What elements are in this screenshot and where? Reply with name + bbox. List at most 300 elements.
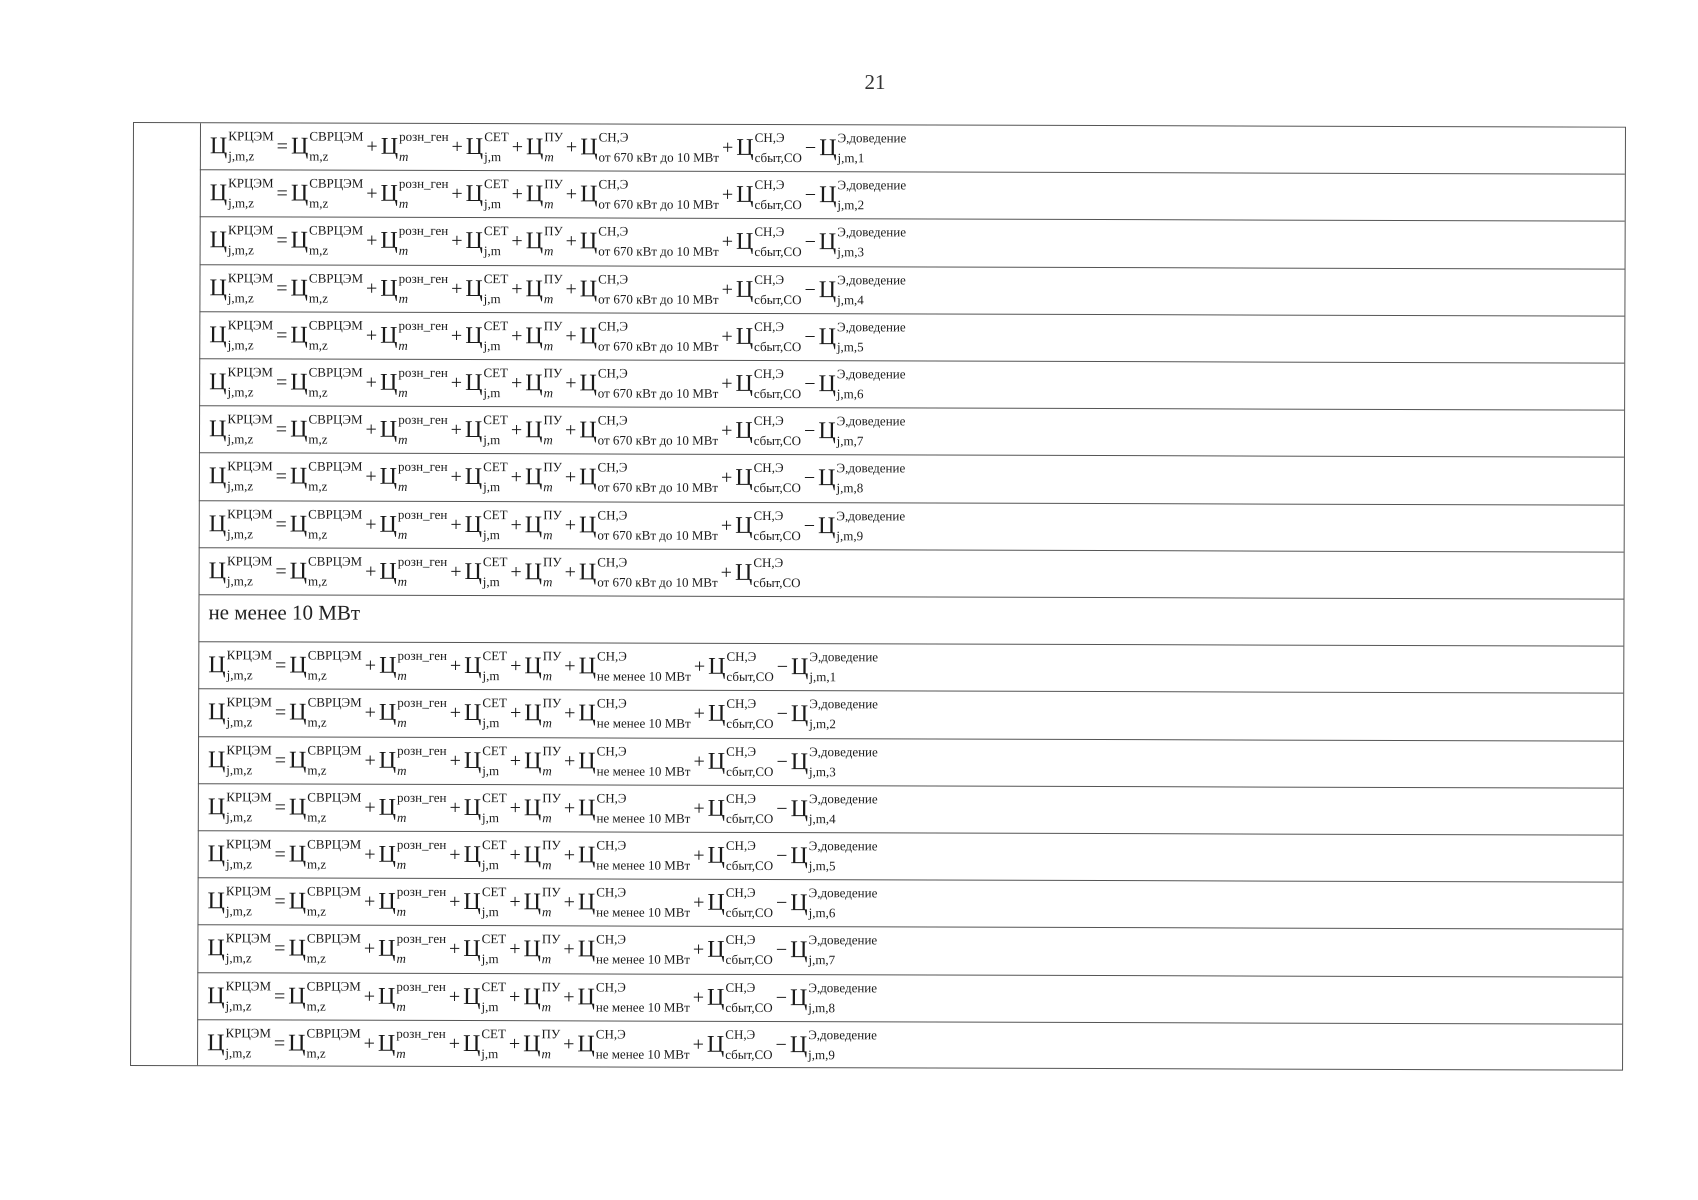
plus-sign: + xyxy=(449,844,461,867)
plus-sign: + xyxy=(693,892,705,915)
term-sn-sub: не менее 10 МВт xyxy=(596,857,691,873)
term-set-base: Ц xyxy=(463,794,482,821)
equals-sign: = xyxy=(274,890,286,913)
plus-sign: + xyxy=(449,702,462,725)
term-sn-sub: от 670 кВт до 10 МВт xyxy=(597,432,719,449)
term-rozn-gen xyxy=(380,319,448,353)
term-sbyt-base: Ц xyxy=(706,1032,725,1059)
term-dovedenie-base: Ц xyxy=(818,418,836,445)
term-svrcem-sub: m,z xyxy=(307,856,327,872)
equals-sign: = xyxy=(275,465,287,488)
term-set-base: Ц xyxy=(463,747,482,774)
term-rozn-gen-sup: розн_ген xyxy=(396,836,447,853)
term-sn-sub: от 670 кВт до 10 МВт xyxy=(598,196,719,213)
term-svrcem-base: Ц xyxy=(289,747,307,774)
table-row xyxy=(199,359,1624,411)
term-lhs-sup: КРЦЭМ xyxy=(228,175,274,191)
term-sbyt-sub: сбыт,СО xyxy=(725,810,774,826)
term-lhs xyxy=(210,177,274,211)
term-pu-sup: ПУ xyxy=(541,884,561,900)
term-sn xyxy=(580,130,719,164)
plus-sign: + xyxy=(450,466,462,489)
term-pu-base: Ц xyxy=(523,1031,541,1058)
term-pu-sup: ПУ xyxy=(544,129,564,145)
term-sbyt-sup: СН,Э xyxy=(725,837,756,854)
term-svrcem-sup: СВРЦЭМ xyxy=(306,883,362,900)
plus-sign: + xyxy=(450,560,462,583)
term-svrcem-sub: m,z xyxy=(308,337,328,353)
term-rozn-gen-sub: m xyxy=(397,479,408,495)
term-sn-sup: СН,Э xyxy=(596,931,627,948)
formula xyxy=(209,507,905,543)
plus-sign: + xyxy=(509,797,521,820)
formula xyxy=(210,224,906,260)
plus-sign: + xyxy=(365,560,377,583)
term-sn-sub: не менее 10 МВт xyxy=(596,810,691,826)
plus-sign: + xyxy=(720,561,733,584)
term-svrcem-base: Ц xyxy=(288,935,306,963)
term-sn xyxy=(579,508,718,542)
term-dovedenie-sub: j,m,2 xyxy=(837,197,865,213)
term-set-sub: j,m xyxy=(481,951,499,967)
term-rozn-gen-base: Ц xyxy=(378,794,397,821)
term-set xyxy=(464,838,507,872)
term-dovedenie xyxy=(790,839,877,873)
term-set-sub: j,m xyxy=(482,762,500,778)
term-set-sub: j,m xyxy=(484,149,502,165)
term-rozn-gen-sup: розн_ген xyxy=(396,978,446,994)
term-lhs-sub: j,m,z xyxy=(227,242,254,258)
term-dovedenie-sub: j,m,2 xyxy=(809,716,836,732)
plus-sign: + xyxy=(363,1033,375,1056)
table-row xyxy=(198,737,1623,789)
term-rozn-gen xyxy=(380,366,448,400)
term-set-sup: СЕТ xyxy=(483,223,509,239)
term-pu-sup: ПУ xyxy=(543,365,563,381)
term-svrcem xyxy=(291,130,364,164)
term-sn-base: Ц xyxy=(578,700,596,727)
term-sn xyxy=(579,461,718,495)
term-dovedenie-sup: Э,доведение xyxy=(809,743,878,760)
term-rozn-gen xyxy=(378,1027,446,1061)
term-set xyxy=(464,744,507,778)
term-dovedenie-sup: Э,доведение xyxy=(837,224,907,240)
term-svrcem-sub: m,z xyxy=(309,195,329,211)
term-lhs xyxy=(208,837,272,871)
term-set xyxy=(465,413,508,447)
term-pu xyxy=(524,838,561,872)
term-rozn-gen xyxy=(380,413,448,447)
term-set-base: Ц xyxy=(464,511,483,538)
term-rozn-gen-base: Ц xyxy=(380,228,398,255)
term-sbyt-base: Ц xyxy=(707,701,726,728)
term-rozn-gen xyxy=(380,224,448,258)
plus-sign: + xyxy=(720,467,733,490)
term-sn xyxy=(578,697,690,731)
term-sbyt-sup: СН,Э xyxy=(725,979,756,995)
term-lhs-sup: КРЦЭМ xyxy=(228,128,274,144)
table-row xyxy=(199,406,1624,458)
term-lhs-sub: j,m,z xyxy=(227,337,254,353)
term-sn xyxy=(579,650,691,684)
equals-sign: = xyxy=(276,135,289,158)
term-sbyt-sub: сбыт,СО xyxy=(754,338,802,354)
term-svrcem-base: Ц xyxy=(290,227,309,255)
term-sbyt-base: Ц xyxy=(707,890,725,917)
section-heading-row xyxy=(198,595,1623,647)
term-pu-base: Ц xyxy=(525,134,544,161)
term-pu-sub: m xyxy=(541,1046,551,1062)
term-rozn-gen-base: Ц xyxy=(379,417,398,444)
equals-sign: = xyxy=(274,843,286,866)
term-dovedenie-sub: j,m,8 xyxy=(808,999,836,1015)
term-sbyt xyxy=(708,792,774,826)
term-rozn-gen-sub: m xyxy=(396,809,407,825)
term-sbyt xyxy=(707,980,773,1014)
term-svrcem-sub: m,z xyxy=(307,573,328,589)
term-dovedenie-sub: j,m,1 xyxy=(809,669,837,685)
term-rozn-gen-sub: m xyxy=(397,762,407,778)
term-sbyt-sub: сбыт,СО xyxy=(726,669,774,685)
term-svrcem-base: Ц xyxy=(289,558,308,585)
term-lhs-sub: j,m,z xyxy=(226,809,253,825)
plus-sign: + xyxy=(563,986,575,1009)
term-sbyt-sub: сбыт,СО xyxy=(725,905,774,921)
term-set-sup: СЕТ xyxy=(483,317,509,334)
term-svrcem-sub: m,z xyxy=(307,667,327,683)
term-sn-sup: СН,Э xyxy=(596,648,627,664)
term-pu-base: Ц xyxy=(523,936,541,963)
term-lhs-sup: КРЦЭМ xyxy=(225,1025,271,1041)
term-svrcem-sub: m,z xyxy=(307,809,327,825)
term-set xyxy=(465,508,508,542)
term-dovedenie-sup: Э,доведение xyxy=(837,177,907,193)
term-lhs-sup: КРЦЭМ xyxy=(227,411,273,427)
term-svrcem-base: Ц xyxy=(288,794,307,821)
term-dovedenie-sup: Э,доведение xyxy=(836,319,906,335)
term-svrcem-base: Ц xyxy=(290,322,308,349)
term-rozn-gen-base: Ц xyxy=(379,653,397,680)
term-lhs xyxy=(207,979,271,1013)
plus-sign: + xyxy=(363,985,376,1008)
term-rozn-gen-sub: m xyxy=(398,243,409,259)
term-lhs xyxy=(208,743,272,777)
term-sbyt-base: Ц xyxy=(735,323,754,350)
plus-sign: + xyxy=(563,938,575,961)
term-set-sub: j,m xyxy=(481,857,499,873)
term-sbyt xyxy=(735,556,801,590)
term-lhs-sup: КРЦЭМ xyxy=(225,883,272,899)
term-dovedenie-base: Ц xyxy=(819,182,837,209)
term-rozn-gen xyxy=(378,885,446,919)
term-lhs xyxy=(207,932,271,966)
term-sn xyxy=(579,366,718,400)
table-row xyxy=(200,123,1625,175)
term-dovedenie xyxy=(791,745,878,779)
term-lhs-base: Ц xyxy=(208,558,226,585)
term-dovedenie-base: Ц xyxy=(818,465,836,492)
plus-sign: + xyxy=(451,183,463,206)
term-sbyt-sub: сбыт,СО xyxy=(725,952,773,968)
term-sbyt-sub: сбыт,СО xyxy=(754,150,802,166)
term-pu-base: Ц xyxy=(524,511,543,538)
table-left-column xyxy=(131,123,201,1065)
term-dovedenie xyxy=(818,367,905,401)
term-rozn-gen-base: Ц xyxy=(378,747,397,774)
term-lhs-sub: j,m,z xyxy=(226,573,253,589)
equals-sign: = xyxy=(274,749,287,772)
equals-sign: = xyxy=(276,229,288,252)
term-set-sub: j,m xyxy=(483,196,502,212)
term-svrcem xyxy=(288,1027,361,1061)
equals-sign: = xyxy=(275,513,287,536)
term-set-sup: СЕТ xyxy=(481,978,507,994)
plus-sign: + xyxy=(364,843,376,866)
term-rozn-gen-sup: розн_ген xyxy=(397,742,447,758)
term-set-sup: СЕТ xyxy=(482,789,507,806)
term-lhs-base: Ц xyxy=(209,133,228,160)
plus-sign: + xyxy=(565,419,577,442)
term-rozn-gen-sub: m xyxy=(397,715,407,731)
plus-sign: + xyxy=(511,325,523,348)
term-sbyt-sub: сбыт,СО xyxy=(754,244,802,260)
minus-sign: − xyxy=(804,184,817,207)
term-pu-sup: ПУ xyxy=(542,695,562,711)
formula xyxy=(210,177,906,213)
plus-sign: + xyxy=(364,796,376,819)
formula xyxy=(209,318,905,354)
term-rozn-gen-base: Ц xyxy=(380,322,398,349)
term-sbyt-sub: сбыт,СО xyxy=(754,197,802,213)
term-pu-sup: ПУ xyxy=(544,176,563,192)
term-svrcem-sup: СВРЦЭМ xyxy=(307,789,362,805)
term-dovedenie-sub: j,m,8 xyxy=(836,480,864,496)
plus-sign: + xyxy=(510,466,523,489)
term-pu-sub: m xyxy=(542,857,552,873)
term-pu-sub: m xyxy=(541,904,552,920)
term-rozn-gen-base: Ц xyxy=(380,275,398,302)
term-set xyxy=(463,885,506,919)
term-rozn-gen xyxy=(380,271,448,305)
plus-sign: + xyxy=(510,513,522,536)
term-set-sup: СЕТ xyxy=(481,1026,506,1042)
table-row xyxy=(198,784,1623,836)
term-sbyt xyxy=(736,320,802,354)
table-row xyxy=(199,265,1624,317)
term-pu xyxy=(524,697,561,731)
minus-sign: − xyxy=(804,231,816,254)
term-rozn-gen-sub: m xyxy=(398,337,408,353)
term-pu xyxy=(523,933,560,967)
term-lhs-base: Ц xyxy=(209,322,227,349)
term-svrcem-base: Ц xyxy=(288,841,307,868)
section-heading: не менее 10 МВт xyxy=(208,600,361,625)
term-sn-sup: СН,Э xyxy=(597,554,628,570)
term-rozn-gen-sub: m xyxy=(398,384,408,400)
minus-sign: − xyxy=(776,845,788,868)
term-rozn-gen-sup: розн_ген xyxy=(398,459,448,475)
term-set-base: Ц xyxy=(463,842,481,869)
term-set xyxy=(465,319,508,353)
term-dovedenie-sub: j,m,6 xyxy=(808,905,836,921)
term-set-base: Ц xyxy=(464,417,483,444)
term-svrcem xyxy=(290,366,363,400)
plus-sign: + xyxy=(563,844,576,867)
term-set-sup: СЕТ xyxy=(483,365,509,381)
term-sbyt-sup: СН,Э xyxy=(754,224,785,240)
formula xyxy=(207,885,877,921)
term-lhs-base: Ц xyxy=(208,652,226,679)
term-sbyt-base: Ц xyxy=(707,795,726,822)
table-row xyxy=(199,548,1624,600)
term-set-base: Ц xyxy=(464,464,483,491)
term-lhs-sup: КРЦЭМ xyxy=(225,930,272,946)
term-dovedenie-sup: Э,доведение xyxy=(808,1027,877,1043)
term-pu-base: Ц xyxy=(523,795,542,822)
term-pu-base: Ц xyxy=(524,559,543,586)
plus-sign: + xyxy=(365,371,378,394)
term-lhs xyxy=(209,413,273,447)
term-sbyt xyxy=(708,744,774,778)
term-sbyt xyxy=(735,461,801,495)
term-sbyt xyxy=(735,414,801,448)
term-set-sub: j,m xyxy=(483,385,501,401)
term-dovedenie-base: Ц xyxy=(790,654,809,681)
term-lhs-sup: КРЦЭМ xyxy=(227,364,274,380)
term-lhs-base: Ц xyxy=(207,794,226,821)
term-pu-sub: m xyxy=(544,243,554,259)
plus-sign: + xyxy=(693,703,706,726)
plus-sign: + xyxy=(721,136,734,159)
term-lhs xyxy=(210,129,274,163)
minus-sign: − xyxy=(804,278,816,301)
term-set-sub: j,m xyxy=(481,904,499,920)
term-pu-base: Ц xyxy=(524,653,542,680)
term-svrcem-sup: СВРЦЭМ xyxy=(308,506,363,522)
term-rozn-gen xyxy=(378,932,446,966)
term-sbyt-base: Ц xyxy=(736,134,754,162)
term-pu xyxy=(525,555,562,589)
term-dovedenie-sup: Э,доведение xyxy=(808,932,878,948)
term-pu-sub: m xyxy=(542,668,553,684)
term-sn-sup: СН,Э xyxy=(598,223,629,240)
term-lhs-sub: j,m,z xyxy=(228,148,255,164)
plus-sign: + xyxy=(564,466,577,489)
plus-sign: + xyxy=(448,985,461,1008)
term-dovedenie-sup: Э,доведение xyxy=(808,838,878,854)
term-svrcem-sup: СВРЦЭМ xyxy=(306,1025,361,1042)
term-dovedenie-base: Ц xyxy=(790,937,808,964)
term-rozn-gen-sub: m xyxy=(396,998,406,1014)
term-sbyt-sub: сбыт,СО xyxy=(753,527,801,543)
term-set-base: Ц xyxy=(465,134,484,161)
equals-sign: = xyxy=(273,1032,286,1055)
table-row xyxy=(198,831,1623,883)
term-sn-sub: не менее 10 МВт xyxy=(596,668,691,685)
term-sbyt xyxy=(736,225,802,259)
term-set xyxy=(465,461,508,495)
plus-sign: + xyxy=(449,796,461,819)
term-dovedenie xyxy=(818,462,905,496)
term-lhs-sup: КРЦЭМ xyxy=(226,694,272,710)
plus-sign: + xyxy=(565,230,577,253)
term-pu xyxy=(524,791,561,825)
term-sn-sub: от 670 кВт до 10 МВт xyxy=(597,385,719,401)
minus-sign: − xyxy=(775,986,788,1009)
term-sbyt-sup: СН,Э xyxy=(754,130,785,146)
term-sn xyxy=(578,791,690,825)
term-svrcem-base: Ц xyxy=(289,699,307,727)
term-set-sub: j,m xyxy=(482,668,500,684)
term-lhs xyxy=(209,460,273,494)
term-dovedenie xyxy=(791,698,878,732)
term-sbyt-sub: сбыт,СО xyxy=(725,999,773,1015)
term-pu xyxy=(526,272,563,306)
term-sn-sup: СН,Э xyxy=(595,979,626,995)
term-lhs-base: Ц xyxy=(207,982,225,1009)
term-svrcem xyxy=(290,271,363,305)
equals-sign: = xyxy=(274,985,286,1008)
term-svrcem-sub: m,z xyxy=(308,479,328,495)
term-dovedenie-sup: Э,доведение xyxy=(836,366,906,382)
term-dovedenie-sup: Э,доведение xyxy=(808,791,878,807)
minus-sign: − xyxy=(803,514,816,537)
term-lhs xyxy=(209,271,273,305)
equals-sign: = xyxy=(275,654,287,677)
term-svrcem xyxy=(290,318,363,352)
term-svrcem-sub: m,z xyxy=(308,243,329,259)
term-pu-sub: m xyxy=(542,574,553,590)
minus-sign: − xyxy=(775,892,788,915)
term-svrcem-base: Ц xyxy=(288,1030,306,1057)
term-set xyxy=(465,225,508,259)
plus-sign: + xyxy=(450,513,462,536)
term-sn-base: Ц xyxy=(577,842,596,869)
plus-sign: + xyxy=(692,986,705,1009)
plus-sign: + xyxy=(510,561,522,584)
term-dovedenie-sup: Э,доведение xyxy=(808,885,878,901)
table-row xyxy=(199,312,1624,364)
term-sn xyxy=(578,980,690,1014)
term-svrcem-sub: m,z xyxy=(306,1045,326,1062)
term-sn-base: Ц xyxy=(578,748,596,775)
term-svrcem-sup: СВРЦЭМ xyxy=(307,647,362,664)
term-sn-base: Ц xyxy=(580,181,598,208)
term-svrcem xyxy=(290,554,363,588)
term-sn-sup: СН,Э xyxy=(597,507,628,523)
plus-sign: + xyxy=(448,1033,461,1056)
term-lhs-sub: j,m,z xyxy=(225,950,252,966)
term-lhs-base: Ц xyxy=(208,510,227,537)
term-svrcem-sub: m,z xyxy=(308,526,328,542)
term-dovedenie-base: Ц xyxy=(789,1032,808,1059)
term-dovedenie-base: Ц xyxy=(790,701,809,728)
plus-sign: + xyxy=(450,419,462,442)
term-svrcem-sup: СВРЦЭМ xyxy=(306,978,361,994)
term-sn xyxy=(580,319,719,353)
term-set-sup: СЕТ xyxy=(483,459,508,475)
term-rozn-gen-base: Ц xyxy=(378,936,396,963)
formula xyxy=(208,696,878,732)
term-dovedenie xyxy=(819,320,906,354)
term-set xyxy=(463,933,506,967)
minus-sign: − xyxy=(804,137,817,160)
term-svrcem-sub: m,z xyxy=(307,715,327,731)
term-set-base: Ц xyxy=(464,653,482,680)
term-sn-base: Ц xyxy=(577,984,595,1011)
term-dovedenie-sub: j,m,7 xyxy=(808,952,836,968)
plus-sign: + xyxy=(511,183,523,206)
